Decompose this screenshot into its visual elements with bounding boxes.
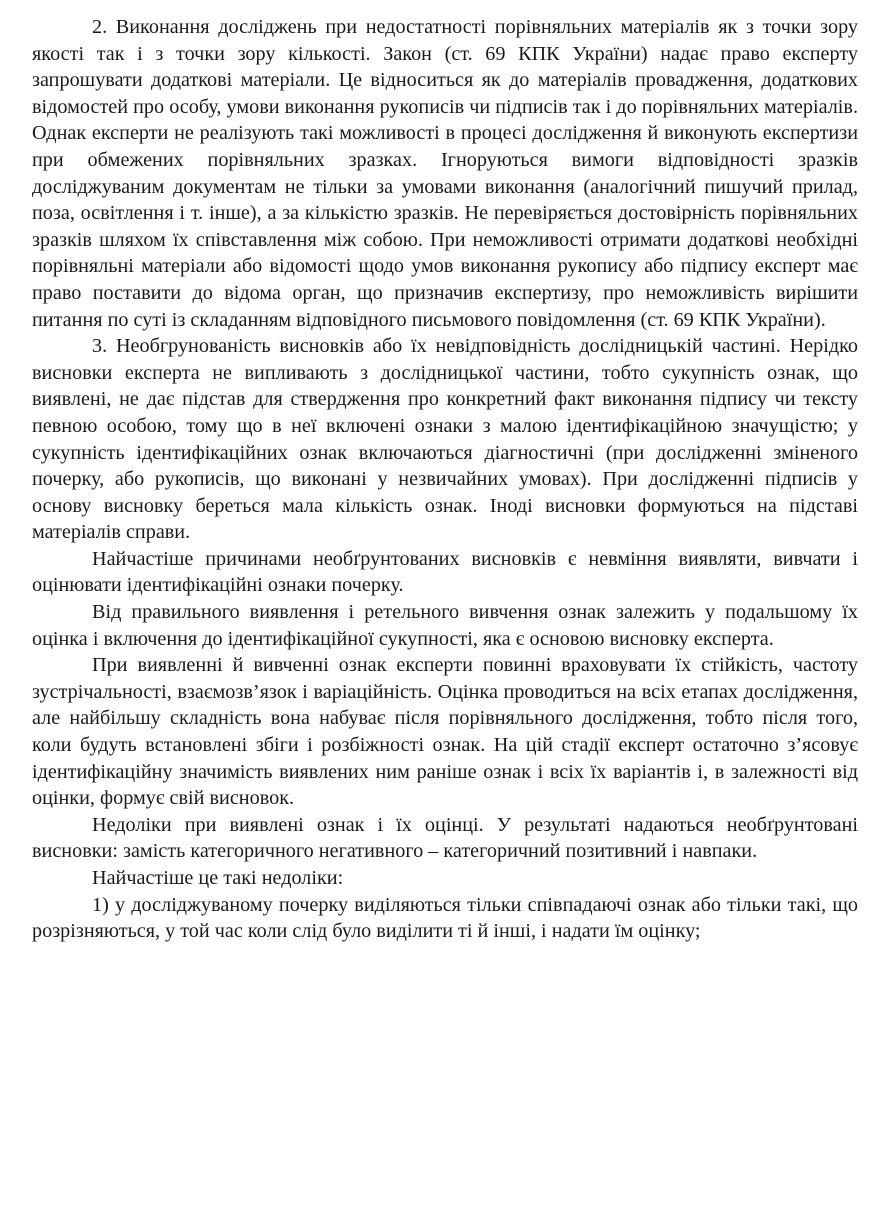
paragraph-detection: Від правильного виявлення і ретельного вивчення ознак залежить у подальшому їх оцінка і включення до ідентифікаційної сукупності, яка є основою висновку експерта. <box>32 601 858 650</box>
paragraph-item-3: 3. Необгрунованість висновків або їх невідповідність дослідницькій частині. Нерідко висновки експерта не випливають з дослідницької частини, тобто сукупність ознак, що виявлені, не дає підстав для ствердження про конкретний факт виконання підпису чи тексту певною особою, тому що в неї включені ознаки з малою ідентифікаційною значущістю; у сукупність ідентифікаційних ознак включаються діагностичні (при дослідженні зміненого почерку, або рукописів, що виконані у незвичайних умовах). При дослідженні підписів у основу висновку береться мала кількість ознак. Іноді висновки формуються на підставі матеріалів справи. <box>32 335 858 544</box>
paragraph-list-item-1: 1) у досліджуваному почерку виділяються тільки співпадаючі ознак або тільки такі, що розрізняються, у той час коли слід було виділити ті й інші, і надати їм оцінку; <box>32 893 858 943</box>
document-page <box>32 14 858 1214</box>
paragraph-item-2: 2. Виконання досліджень при недостатності порівняльних матеріалів як з точки зору якості так і з точки зору кількості. Закон (ст. 69 КПК України) надає право експерту запрошувати додаткові матеріали. Це відноситься як до матеріалів провадження, додаткових відомостей про особу, умови виконання рукописів чи підписів так і до порівняльних матеріалів. Однак експерти не реалізують такі можливості в процесі дослідження й виконують експертизи при обмежених порівняльних зразках. Ігноруються вимоги відповідності зразків досліджуваним документам не тільки за умовами виконання (аналогічний пишучий прилад, поза, освітлення і т. інше), а за кількістю зразків. Не перевіряється достовірність порівняльних зразків шляхом їх співставлення між собою. При неможливості отримати додаткові необхідні порівняльні матеріали або відомості щодо умов виконання рукопису або підпису експерт має право поставити до відома орган, що призначив експертизу, про неможливість вирішити питання по суті із складанням відповідного письмового повідомлення (ст. 69 КПК України). <box>32 16 858 331</box>
paragraph-evaluation: При виявленні й вивченні ознак експерти повинні враховувати їх стійкість, частоту зустрічальності, взаємозв’язок і варіаційність. Оцінка проводиться на всіх етапах дослідження, але найбільшу складність вона набуває після порівняльного дослідження, тобто після того, коли будуть встановлені збіги і розбіжності ознак. На цій стадії експерт остаточно з’ясовує ідентифікаційну значимість виявлених ним раніше ознак і всіх їх варіантів і, в залежності від оцінки, формує свій висновок. <box>32 654 858 810</box>
paragraph-causes: Найчастіше причинами необґрунтованих висновків є невміння виявляти, вивчати і оцінювати ідентифікаційні ознаки почерку. <box>32 547 858 597</box>
paragraph-shortcomings: Недоліки при виявлені ознак і їх оцінці. У результаті надаються необґрунтовані висновки: замість категоричного негативного – категоричний позитивний і навпаки. <box>32 813 858 863</box>
paragraph-list-intro: Найчастіше це такі недоліки: <box>92 867 344 889</box>
